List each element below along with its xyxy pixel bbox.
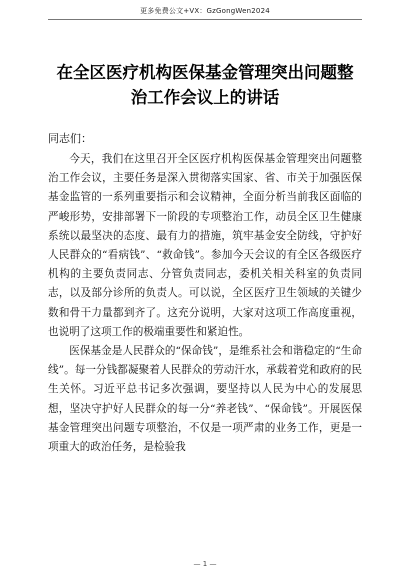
salutation: 同志们：	[48, 132, 92, 145]
title-line-2: 治工作会议上的讲话	[130, 88, 280, 107]
paragraph-1: 今天，我们在这里召开全区医疗机构医保基金管理突出问题整治工作会议，主要任务是深入贯彻落实国家、省、市关于加强医保基金监管的一系列重要指示和会议精神，全面分析当前我区面临的严峻形势，安排部署下一阶段的专项整治工作，动员全区卫生健康系统以最坚决的态度、最有力的措施，筑牢基金安全防线，守护好人民群众的“看病钱”、“救命钱”。参加今天会议的有全区各级医疗机构的主要负责同志、分管负责同志，委机关相关科室的负责同志，以及部分诊所的负责人。可以说，全区医疗卫生领域的关键少数和骨干力量都到齐了。这充分说明，大家对这项工作高度重视，也说明了这项工作的极端重要性和紧迫性。	[48, 153, 362, 338]
document-body	[48, 150, 362, 457]
paragraph-2: 医保基金是人民群众的“保命钱”，是维系社会和谐稳定的“生命线”。每一分钱都凝聚着人民群众的劳动汗水，承载着党和政府的民生关怀。习近平总书记多次强调，要坚持以人民为中心的发展思想，坚决守护好人民群众的每一分“养老钱”、“保命钱”。开展医保基金管理突出问题专项整治，不仅是一项严肃的业务工作，更是一项重大的政治任务，是检验我	[48, 345, 362, 454]
page-number: — 1 —	[193, 560, 217, 568]
header-note: 更多免费公文+VX：GzGongWen2024	[140, 7, 270, 15]
title-line-1: 在全区医疗机构医保基金管理突出问题整	[56, 63, 354, 82]
document-title	[40, 60, 370, 110]
header-divider	[48, 19, 362, 20]
